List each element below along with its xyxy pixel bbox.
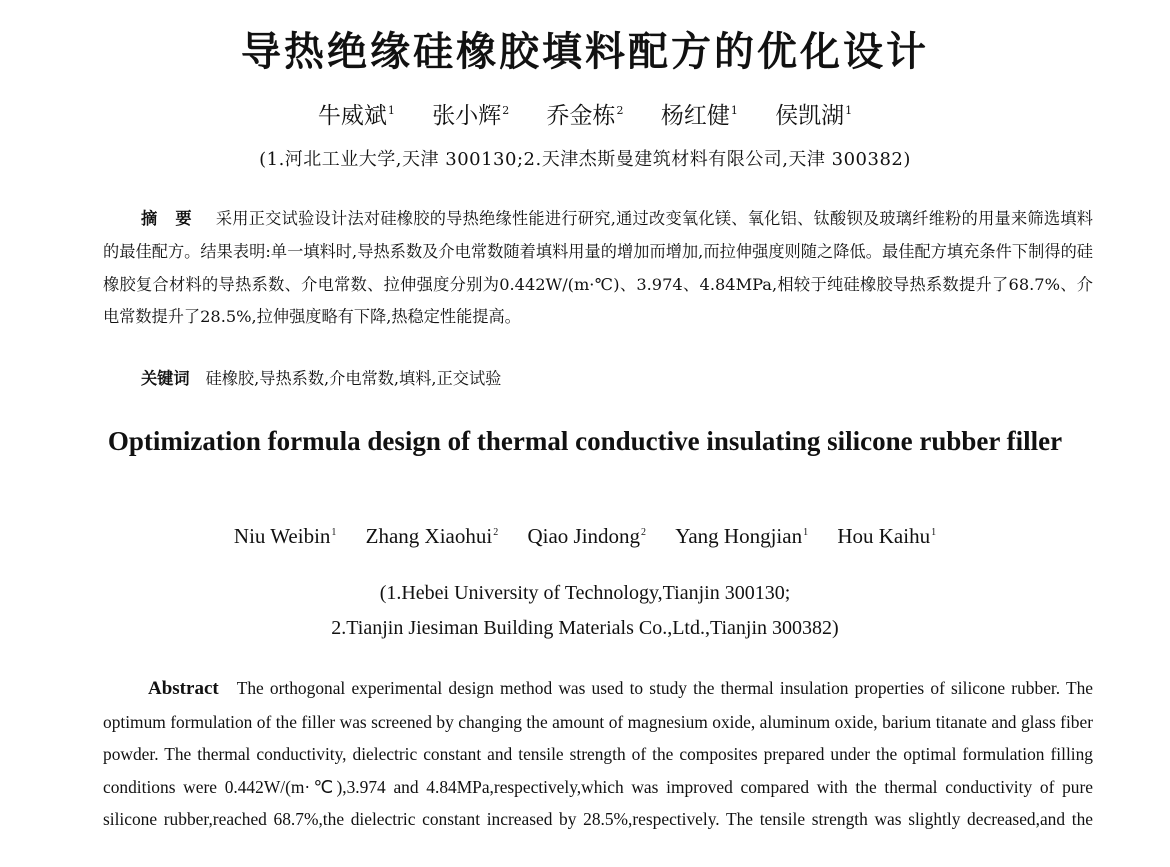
author-affiliation-mark: 1 (845, 104, 853, 117)
english-abstract (103, 672, 1093, 836)
english-author-list (0, 518, 1170, 551)
english-author: Yang Hongjian$^1$ (675, 524, 809, 548)
chinese-author: 杨红健$^1$ (660, 102, 738, 129)
english-author: Niu Weibin$^1$ (233, 524, 337, 548)
chinese-keywords-label: 关键词 (141, 369, 190, 388)
author-affiliation-mark: 1 (730, 104, 738, 117)
english-title: Optimization formula design of thermal conductive insulating silicone rubber filler (107, 426, 1063, 456)
chinese-affiliation: (1.河北工业大学,天津 300130;2.天津杰斯曼建筑材料有限公司,天津 300382) (259, 149, 911, 170)
english-affiliation-line-2: 2.Tianjin Jiesiman Building Materials Co.,Ltd.,Tianjin 300382) (331, 617, 839, 639)
author-affiliation-mark: 1 (931, 527, 937, 538)
author-affiliation-mark: 1 (387, 104, 395, 117)
chinese-author: 牛威斌$^1$ (317, 102, 395, 129)
chinese-author: 乔金栋$^2$ (546, 102, 624, 129)
author-affiliation-mark: 1 (803, 527, 809, 538)
author-affiliation-mark: 1 (331, 527, 337, 538)
english-affiliation-line-1: (1.Hebei University of Technology,Tianjin 300130; (379, 582, 791, 604)
author-affiliation-mark: 2 (493, 527, 499, 538)
english-author: Zhang Xiaohui$^2$ (365, 524, 499, 548)
chinese-keywords (141, 365, 1091, 393)
english-author: Hou Kaihu$^1$ (837, 524, 937, 548)
chinese-author-list (0, 94, 1170, 133)
chinese-title: 导热绝缘硅橡胶填料配方的优化设计 (241, 29, 929, 75)
english-affiliation (0, 576, 1170, 646)
chinese-author: 侯凯湖$^1$ (775, 102, 853, 129)
author-affiliation-mark: 2 (641, 527, 647, 538)
english-abstract-text: The orthogonal experimental design method was used to study the thermal insulation properties of silicone rubber. The optimum formulation of the filler was screened by changing the amount of magnesium oxide, aluminum oxide, barium titanate and glass fiber powder. The thermal conductivity, dielectric constant and tensile strength of the composites prepared under the optimal formulation filling conditions were 0.442W/(m·℃),3.974 and 4.84MPa,respectively,which was improved compared with the thermal conductivity of pure silicone rubber,reached 68.7%,the dielectric constant increased by 28.5%,respectively. The tensile strength was slightly decreased,and the (103, 678, 1093, 829)
author-affiliation-mark: 2 (502, 104, 510, 117)
chinese-keywords-text: 硅橡胶,导热系数,介电常数,填料,正交试验 (205, 369, 502, 388)
author-affiliation-mark: 2 (616, 104, 624, 117)
chinese-abstract-text: 采用正交试验设计法对硅橡胶的导热绝缘性能进行研究,通过改变氧化镁、氧化铝、钛酸钡及玻璃纤维粉的用量来筛选填料的最佳配方。结果表明:单一填料时,导热系数及介电常数随着填料用量的增加而增加,而拉伸强度则随之降低。最佳配方填充条件下制得的硅橡胶复合材料的导热系数、介电常数、拉伸强度分别为0.442W/(m·℃)、3.974、4.84MPa,相较于纯硅橡胶导热系数提升了68.7%、介电常数提升了28.5%,拉伸强度略有下降,热稳定性能提高。 (103, 209, 1093, 327)
chinese-abstract-label: 摘 要 (141, 209, 198, 228)
chinese-abstract (103, 203, 1093, 334)
chinese-author: 张小辉$^2$ (432, 102, 510, 129)
english-abstract-label: Abstract (148, 678, 219, 699)
english-author: Qiao Jindong$^2$ (527, 524, 647, 548)
